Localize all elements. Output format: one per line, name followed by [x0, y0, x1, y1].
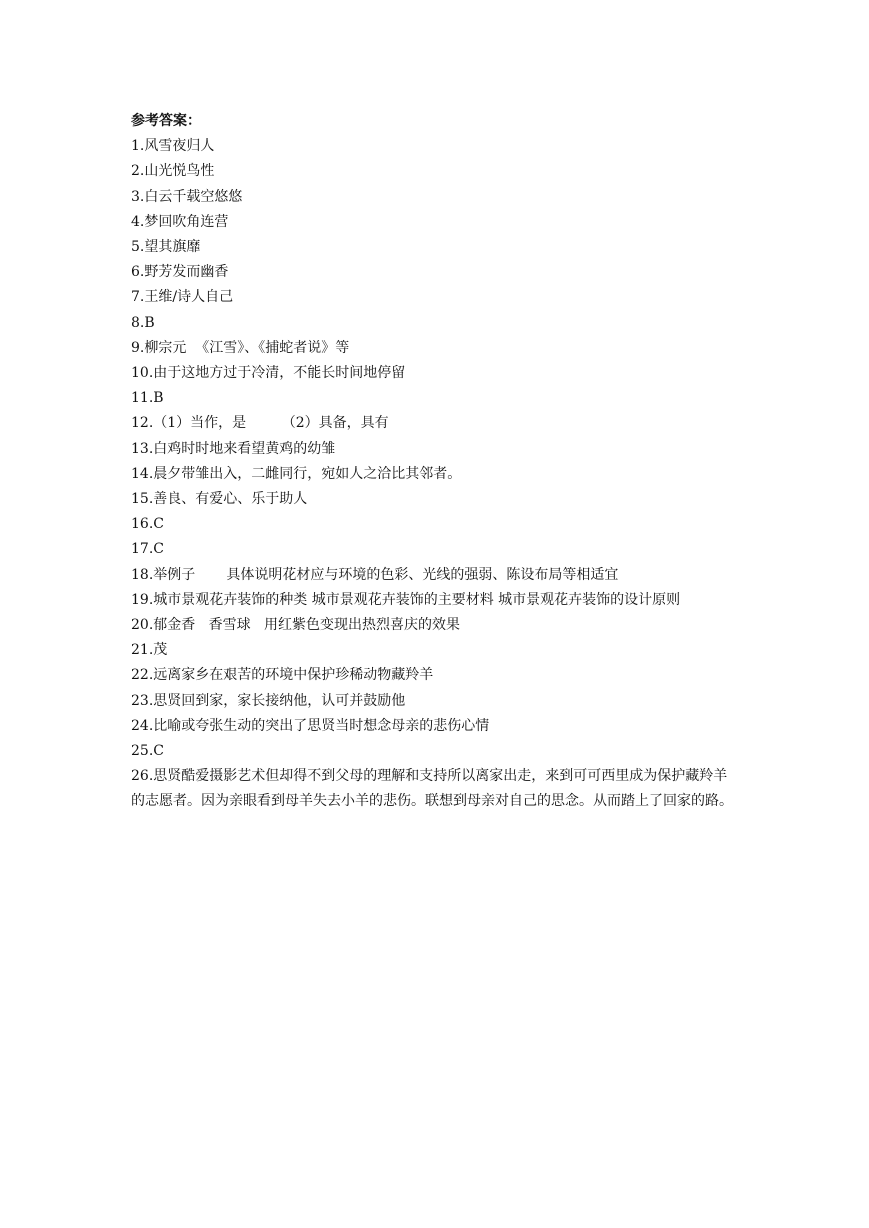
- answer-item-20: 20.郁金香 香雪球 用红紫色变现出热烈喜庆的效果: [131, 617, 460, 634]
- answer-item-6: 6.野芳发而幽香: [131, 264, 229, 281]
- answer-key: [131, 109, 741, 815]
- answer-item-17: 17.C: [131, 541, 164, 558]
- answer-item-22: 22.远离家乡在艰苦的环境中保护珍稀动物藏羚羊: [131, 667, 434, 684]
- answer-item-4: 4.梦回吹角连营: [131, 213, 229, 230]
- answer-item-19: 19.城市景观花卉装饰的种类 城市景观花卉装饰的主要材料 城市景观花卉装饰的设计原则: [131, 591, 681, 608]
- answer-item-18: 18.举例子 具体说明花材应与环境的色彩、光线的强弱、陈设布局等相适宜: [131, 566, 619, 583]
- answer-item-16: 16.C: [131, 516, 164, 533]
- answer-item-9: 9.柳宗元 《江雪》、《捕蛇者说》等: [131, 339, 350, 356]
- answer-item-2: 2.山光悦鸟性: [131, 163, 215, 180]
- answer-item-10: 10.由于这地方过于冷清，不能长时间地停留: [131, 365, 406, 382]
- answer-item-5: 5.望其旗靡: [131, 239, 201, 256]
- answer-item-26: 26.思贤酷爱摄影艺术但却得不到父母的理解和支持所以离家出走，来到可可西里成为保护藏羚羊的志愿者。因为亲眼看到母羊失去小羊的悲伤。联想到母亲对自己的思念。从而踏上了回家的路。: [131, 768, 733, 810]
- answer-item-12: 12.（1）当作，是 （2）具备，具有: [131, 415, 389, 432]
- answer-item-8: 8.B: [131, 314, 155, 331]
- answer-item-25: 25.C: [131, 743, 164, 760]
- answer-item-1: 1.风雪夜归人: [131, 138, 215, 155]
- answer-item-7: 7.王维/诗人自己: [131, 289, 234, 306]
- answer-item-3: 3.白云千载空悠悠: [131, 188, 243, 205]
- answer-key-heading: 参考答案：: [131, 113, 201, 129]
- answer-item-15: 15.善良、有爱心、乐于助人: [131, 491, 308, 508]
- answer-item-11: 11.B: [131, 390, 164, 407]
- answer-list: [131, 134, 741, 764]
- answer-item-24: 24.比喻或夸张生动的突出了思贤当时想念母亲的悲伤心情: [131, 717, 490, 734]
- answer-item-23: 23.思贤回到家，家长接纳他，认可并鼓励他: [131, 692, 406, 709]
- answer-item-14: 14.晨夕带雏出入，二雌同行，宛如人之洽比其邻者。: [131, 465, 462, 482]
- answer-item-13: 13.白鸡时时地来看望黄鸡的幼雏: [131, 440, 336, 457]
- answer-item-21: 21.茂: [131, 642, 168, 659]
